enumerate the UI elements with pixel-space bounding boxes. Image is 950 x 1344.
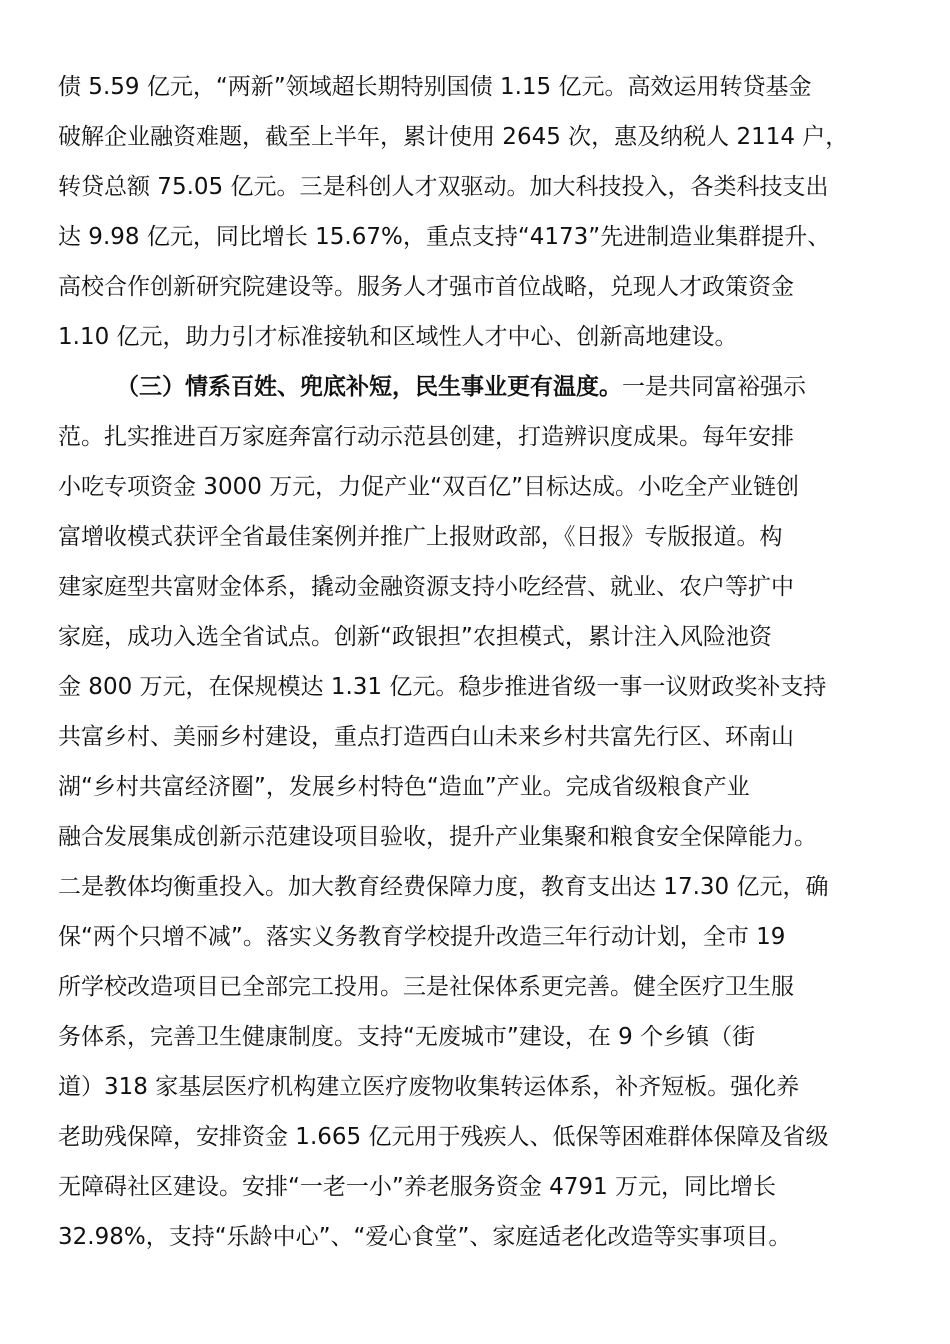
text-line: 1.10 亿元，助力引才标准接轨和区域性人才中心、创新高地建设。 <box>58 324 738 350</box>
text-line: 共富乡村、美丽乡村建设，重点打造西白山未来乡村共富先行区、环南山 <box>58 724 794 750</box>
text-line: 无障碍社区建设。安排“一老一小”养老服务资金 4791 万元，同比增长 <box>58 1174 776 1200</box>
text-line: 建家庭型共富财金体系，撬动金融资源支持小吃经营、就业、农户等扩中 <box>58 574 794 600</box>
text-line: 二是教体均衡重投入。加大教育经费保障力度，教育支出达 17.30 亿元，确 <box>58 874 829 900</box>
text-line: 范。扎实推进百万家庭奔富行动示范县创建，打造辨识度成果。每年安排 <box>58 424 794 450</box>
text-line: 富增收模式获评全省最佳案例并推广上报财政部，《日报》专版报道。构 <box>58 524 783 550</box>
text-line: 达 9.98 亿元，同比增长 15.67%，重点支持“4173”先进制造业集群提升、 <box>58 224 831 250</box>
section-heading-continuation: 一是共同富裕强示 <box>622 374 806 400</box>
text-line: 32.98%，支持“乐龄中心”、“爱心食堂”、家庭适老化改造等实事项目。 <box>58 1224 792 1250</box>
section-heading-line <box>116 367 898 407</box>
text-line: 高校合作创新研究院建设等。服务人才强市首位战略，兑现人才政策资金 <box>58 274 794 300</box>
text-line: 小吃专项资金 3000 万元，力促产业“双百亿”目标达成。小吃全产业链创 <box>58 474 799 500</box>
text-line: 湖“乡村共富经济圈”，发展乡村特色“造血”产业。完成省级粮食产业 <box>58 774 750 800</box>
text-line: 道）318 家基层医疗机构建立医疗废物收集转运体系，补齐短板。强化养 <box>58 1074 800 1100</box>
text-line: 债 5.59 亿元，“两新”领域超长期特别国债 1.15 亿元。高效运用转贷基金 <box>58 74 812 100</box>
text-line: 务体系，完善卫生健康制度。支持“无废城市”建设，在 9 个乡镇（街 <box>58 1024 756 1050</box>
text-line: 融合发展集成创新示范建设项目验收，提升产业集聚和粮食安全保障能力。 <box>58 824 817 850</box>
text-line: 破解企业融资难题，截至上半年，累计使用 2645 次，惠及纳税人 2114 户， <box>58 124 849 150</box>
section-heading: （三）情系百姓、兜底补短，民生事业更有温度。 <box>116 374 622 400</box>
text-line: 家庭，成功入选全省试点。创新“政银担”农担模式，累计注入风险池资 <box>58 624 772 650</box>
text-line: 保“两个只增不减”。落实义务教育学校提升改造三年行动计划，全市 19 <box>58 924 786 950</box>
text-line: 所学校改造项目已全部完工投用。三是社保体系更完善。健全医疗卫生服 <box>58 974 794 1000</box>
text-line: 老助残保障，安排资金 1.665 亿元用于残疾人、低保等困难群体保障及省级 <box>58 1124 829 1150</box>
text-line: 金 800 万元，在保规模达 1.31 亿元。稳步推进省级一事一议财政奖补支持 <box>58 674 827 700</box>
text-line: 转贷总额 75.05 亿元。三是科创人才双驱动。加大科技投入，各类科技支出 <box>58 174 829 200</box>
